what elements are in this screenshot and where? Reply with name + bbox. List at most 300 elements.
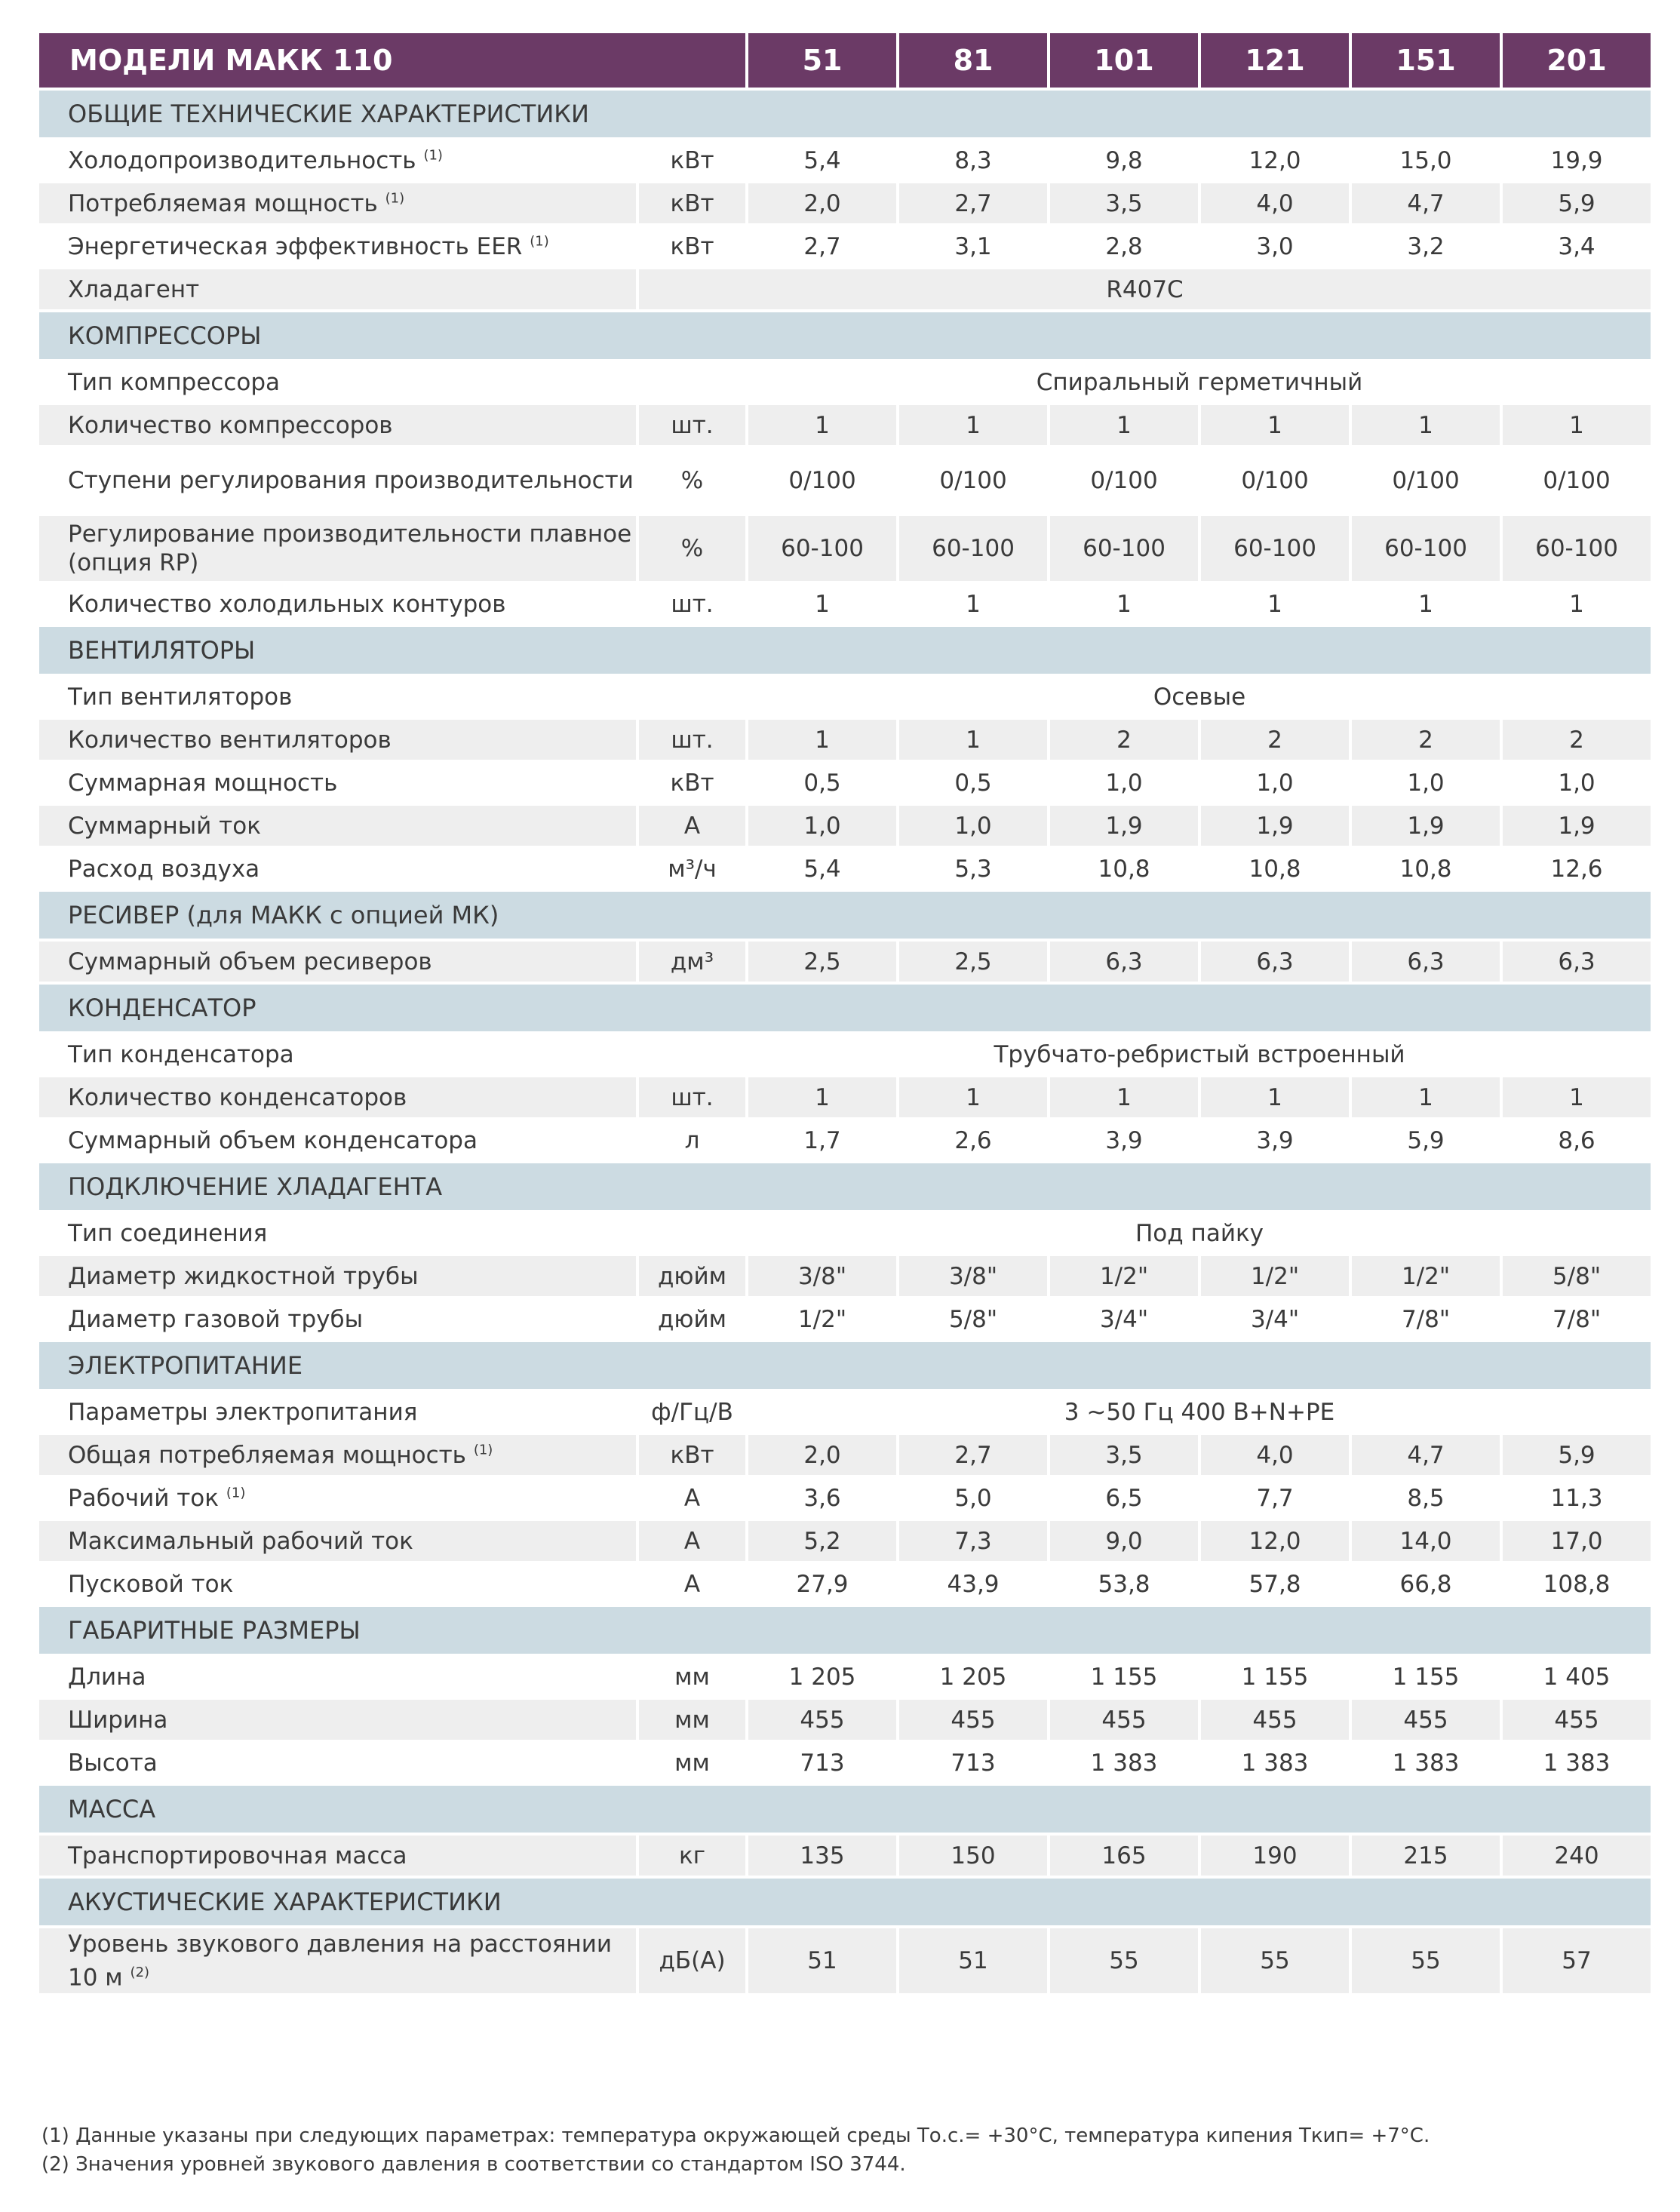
value-cell: 1 — [748, 1077, 896, 1117]
model-header: 101 — [1050, 33, 1198, 88]
value-cell: 2,7 — [899, 183, 1047, 223]
value-cell: 9,0 — [1050, 1521, 1198, 1561]
row-unit: мм — [639, 1743, 745, 1783]
section-header-row — [39, 1786, 1651, 1833]
row-unit: кВт — [639, 140, 745, 180]
value-cell: 1 — [1201, 584, 1349, 624]
row-label — [39, 1077, 636, 1117]
row-label — [39, 1836, 636, 1876]
table-row — [39, 405, 1651, 445]
value-cell: 1/2" — [1352, 1256, 1500, 1296]
value-cell: 1 — [1050, 405, 1198, 445]
value-cell: 7/8" — [1352, 1299, 1500, 1339]
value-cell: 15,0 — [1352, 140, 1500, 180]
value-cell: 60-100 — [1503, 516, 1651, 581]
row-label — [39, 516, 636, 581]
row-unit: кВт — [639, 226, 745, 266]
row-unit: кВт — [639, 763, 745, 803]
table-row — [39, 448, 1651, 513]
row-label-text: Количество конденсаторов — [68, 1083, 407, 1111]
section-header-row — [39, 985, 1651, 1031]
table-row — [39, 720, 1651, 760]
table-row — [39, 269, 1651, 309]
footnote-ref: (1) — [530, 233, 549, 250]
table-row — [39, 140, 1651, 180]
row-label — [39, 1034, 636, 1074]
value-cell: 0/100 — [1050, 448, 1198, 513]
footnote-ref: (2) — [130, 1964, 150, 1980]
value-cell: 215 — [1352, 1836, 1500, 1876]
row-label-text: Тип конденсатора — [68, 1040, 294, 1068]
value-cell: 66,8 — [1352, 1564, 1500, 1604]
value-cell: 8,5 — [1352, 1478, 1500, 1518]
spec-sheet — [39, 30, 1639, 1996]
value-cell: 6,3 — [1050, 942, 1198, 982]
value-cell: 455 — [1503, 1700, 1651, 1740]
value-cell: 5,9 — [1352, 1120, 1500, 1160]
value-cell: 5/8" — [1503, 1256, 1651, 1296]
value-cell: 5,4 — [748, 849, 896, 889]
span-value: Спиральный герметичный — [748, 362, 1651, 402]
value-cell: 12,6 — [1503, 849, 1651, 889]
table-row — [39, 1256, 1651, 1296]
value-cell: 1,9 — [1050, 806, 1198, 846]
section-header-row — [39, 1342, 1651, 1389]
value-cell: 3,9 — [1050, 1120, 1198, 1160]
value-cell: 4,0 — [1201, 183, 1349, 223]
section-title: МАССА — [39, 1786, 1651, 1833]
row-label-text: Пусковой ток — [68, 1570, 234, 1598]
value-cell: 1,9 — [1201, 806, 1349, 846]
row-label — [39, 942, 636, 982]
model-header: 121 — [1201, 33, 1349, 88]
value-cell: 240 — [1503, 1836, 1651, 1876]
table-row — [39, 806, 1651, 846]
value-cell: 57,8 — [1201, 1564, 1349, 1604]
row-label-text: Количество компрессоров — [68, 411, 393, 439]
value-cell: 60-100 — [1201, 516, 1349, 581]
footnotes — [41, 2121, 1430, 2179]
value-cell: 60-100 — [1050, 516, 1198, 581]
value-cell: 2 — [1050, 720, 1198, 760]
row-label-text: Максимальный рабочий ток — [68, 1527, 413, 1555]
row-label — [39, 1478, 636, 1518]
value-cell: 1 — [1352, 584, 1500, 624]
value-cell: 1 383 — [1503, 1743, 1651, 1783]
section-header-row — [39, 91, 1651, 137]
value-cell: 1 — [1201, 405, 1349, 445]
value-cell: 2,7 — [748, 226, 896, 266]
row-label — [39, 183, 636, 223]
spec-table — [36, 30, 1654, 1996]
value-cell: 3,5 — [1050, 1435, 1198, 1475]
section-title: ЭЛЕКТРОПИТАНИЕ — [39, 1342, 1651, 1389]
value-cell: 1 — [1352, 1077, 1500, 1117]
table-row — [39, 1077, 1651, 1117]
value-cell: 5/8" — [899, 1299, 1047, 1339]
value-cell: 1 — [748, 584, 896, 624]
row-unit — [639, 362, 745, 402]
value-cell: 6,3 — [1503, 942, 1651, 982]
value-cell: 455 — [1050, 1700, 1198, 1740]
value-cell: 43,9 — [899, 1564, 1047, 1604]
table-row — [39, 849, 1651, 889]
section-header-row — [39, 1607, 1651, 1654]
value-cell: 2,5 — [899, 942, 1047, 982]
value-cell: 7,3 — [899, 1521, 1047, 1561]
row-label-text: Диаметр жидкостной трубы — [68, 1262, 419, 1290]
row-label — [39, 1743, 636, 1783]
value-cell: 455 — [1352, 1700, 1500, 1740]
row-unit: дм³ — [639, 942, 745, 982]
value-cell: 1 — [748, 405, 896, 445]
value-cell: 1,0 — [899, 806, 1047, 846]
table-row — [39, 1564, 1651, 1604]
value-cell: 1,9 — [1352, 806, 1500, 846]
value-cell: 1 — [899, 720, 1047, 760]
row-unit: А — [639, 1478, 745, 1518]
row-label — [39, 584, 636, 624]
value-cell: 60-100 — [899, 516, 1047, 581]
table-row — [39, 677, 1651, 717]
value-cell: 455 — [748, 1700, 896, 1740]
value-cell: 1 155 — [1352, 1657, 1500, 1697]
value-cell: 455 — [899, 1700, 1047, 1740]
table-row — [39, 1435, 1651, 1475]
row-unit — [639, 677, 745, 717]
row-label — [39, 763, 636, 803]
value-cell: 51 — [748, 1928, 896, 1993]
models-title: МОДЕЛИ МАКК 110 — [39, 33, 745, 88]
row-label-text: Параметры электропитания — [68, 1398, 418, 1426]
row-unit: ф/Гц/В — [639, 1392, 745, 1432]
value-cell: 1,0 — [1352, 763, 1500, 803]
footnote-ref: (1) — [423, 147, 443, 164]
value-cell: 1/2" — [1050, 1256, 1198, 1296]
footnote-ref: (1) — [473, 1442, 493, 1458]
table-row — [39, 584, 1651, 624]
value-cell: 3,0 — [1201, 226, 1349, 266]
value-cell: 3/8" — [899, 1256, 1047, 1296]
row-label-text: Суммарный объем конденсатора — [68, 1126, 478, 1154]
value-cell: 51 — [899, 1928, 1047, 1993]
value-cell: 1 — [1503, 405, 1651, 445]
row-label-text: Суммарная мощность — [68, 769, 338, 797]
value-cell: 55 — [1352, 1928, 1500, 1993]
value-cell: 1 205 — [899, 1657, 1047, 1697]
row-label — [39, 806, 636, 846]
value-cell: 9,8 — [1050, 140, 1198, 180]
value-cell: 3/4" — [1201, 1299, 1349, 1339]
row-label-text: Холодопроизводительность — [68, 146, 416, 174]
footnote-ref: (1) — [226, 1485, 246, 1501]
row-label-text: Тип соединения — [68, 1219, 268, 1247]
value-cell: 1 383 — [1050, 1743, 1198, 1783]
footnote-ref: (1) — [385, 190, 405, 207]
table-row — [39, 1120, 1651, 1160]
footnote-1: (1) Данные указаны при следующих параметрах: температура окружающей среды То.с.= +30°С, температура кипения Ткип= +7°С. — [41, 2124, 1430, 2147]
value-cell: 1 — [1352, 405, 1500, 445]
row-label — [39, 362, 636, 402]
row-unit: мм — [639, 1700, 745, 1740]
value-cell: 1 155 — [1201, 1657, 1349, 1697]
value-cell: 2,0 — [748, 183, 896, 223]
row-unit: шт. — [639, 405, 745, 445]
value-cell: 1,0 — [1503, 763, 1651, 803]
spec-table-body — [39, 33, 1651, 1993]
value-cell: 19,9 — [1503, 140, 1651, 180]
value-cell: 1 — [1201, 1077, 1349, 1117]
row-label-text: Расход воздуха — [68, 855, 260, 883]
value-cell: 713 — [899, 1743, 1047, 1783]
row-label — [39, 1521, 636, 1561]
row-label — [39, 405, 636, 445]
value-cell: 1,0 — [1050, 763, 1198, 803]
value-cell: 4,0 — [1201, 1435, 1349, 1475]
row-label — [39, 226, 636, 266]
value-cell: 1/2" — [748, 1299, 896, 1339]
value-cell: 10,8 — [1201, 849, 1349, 889]
section-header-row — [39, 1879, 1651, 1925]
table-row — [39, 1743, 1651, 1783]
header-row — [39, 33, 1651, 88]
section-title: ОБЩИЕ ТЕХНИЧЕСКИЕ ХАРАКТЕРИСТИКИ — [39, 91, 1651, 137]
row-label — [39, 1928, 636, 1993]
row-unit — [639, 1034, 745, 1074]
value-cell: 1 — [1050, 584, 1198, 624]
value-cell: 3,1 — [899, 226, 1047, 266]
row-unit: шт. — [639, 720, 745, 760]
value-cell: 6,3 — [1201, 942, 1349, 982]
table-row — [39, 183, 1651, 223]
row-unit: шт. — [639, 1077, 745, 1117]
row-label-text: Энергетическая эффективность EER — [68, 232, 523, 260]
value-cell: 713 — [748, 1743, 896, 1783]
value-cell: 2,7 — [899, 1435, 1047, 1475]
row-unit: м³/ч — [639, 849, 745, 889]
table-row — [39, 1478, 1651, 1518]
row-label — [39, 1120, 636, 1160]
value-cell: 0/100 — [1503, 448, 1651, 513]
row-unit: дюйм — [639, 1299, 745, 1339]
value-cell: 455 — [1201, 1700, 1349, 1740]
row-unit — [639, 1213, 745, 1253]
section-header-row — [39, 312, 1651, 359]
value-cell: 2,6 — [899, 1120, 1047, 1160]
value-cell: 1,0 — [1201, 763, 1349, 803]
row-label — [39, 1213, 636, 1253]
row-unit: л — [639, 1120, 745, 1160]
row-label-text: Тип вентиляторов — [68, 683, 293, 711]
span-value: Под пайку — [748, 1213, 1651, 1253]
value-cell: 3,9 — [1201, 1120, 1349, 1160]
value-cell: 55 — [1201, 1928, 1349, 1993]
model-header: 51 — [748, 33, 896, 88]
section-title: ПОДКЛЮЧЕНИЕ ХЛАДАГЕНТА — [39, 1163, 1651, 1210]
value-cell: 3,6 — [748, 1478, 896, 1518]
value-cell: 0,5 — [748, 763, 896, 803]
row-label — [39, 1657, 636, 1697]
value-cell: 1,9 — [1503, 806, 1651, 846]
row-label-text: Количество холодильных контуров — [68, 590, 506, 618]
value-cell: 1 — [899, 1077, 1047, 1117]
row-label — [39, 1700, 636, 1740]
row-label — [39, 269, 636, 309]
value-cell: 7,7 — [1201, 1478, 1349, 1518]
value-cell: 1 383 — [1352, 1743, 1500, 1783]
row-label-text: Регулирование производительности плавное (опция RP) — [68, 521, 632, 576]
row-label-text: Потребляемая мощность — [68, 189, 378, 217]
value-cell: 57 — [1503, 1928, 1651, 1993]
section-title: АКУСТИЧЕСКИЕ ХАРАКТЕРИСТИКИ — [39, 1879, 1651, 1925]
value-cell: 10,8 — [1352, 849, 1500, 889]
model-header: 201 — [1503, 33, 1651, 88]
section-title: ГАБАРИТНЫЕ РАЗМЕРЫ — [39, 1607, 1651, 1654]
table-row — [39, 516, 1651, 581]
value-cell: 14,0 — [1352, 1521, 1500, 1561]
value-cell: 0/100 — [1352, 448, 1500, 513]
value-cell: 8,3 — [899, 140, 1047, 180]
row-unit: А — [639, 806, 745, 846]
row-unit: кг — [639, 1836, 745, 1876]
value-cell: 6,3 — [1352, 942, 1500, 982]
value-cell: 3/8" — [748, 1256, 896, 1296]
section-title: КОМПРЕССОРЫ — [39, 312, 1651, 359]
value-cell: 5,3 — [899, 849, 1047, 889]
value-cell: 1 — [899, 405, 1047, 445]
value-cell: 12,0 — [1201, 1521, 1349, 1561]
value-cell: 1,0 — [748, 806, 896, 846]
section-header-row — [39, 1163, 1651, 1210]
table-row — [39, 1700, 1651, 1740]
value-cell: 1 — [748, 720, 896, 760]
value-cell: 12,0 — [1201, 140, 1349, 180]
row-label — [39, 720, 636, 760]
value-cell: 165 — [1050, 1836, 1198, 1876]
row-unit: % — [639, 516, 745, 581]
row-label-text: Общая потребляемая мощность — [68, 1441, 466, 1469]
model-header: 81 — [899, 33, 1047, 88]
value-cell: 2,5 — [748, 942, 896, 982]
value-cell: 3,5 — [1050, 183, 1198, 223]
value-cell: 4,7 — [1352, 1435, 1500, 1475]
section-header-row — [39, 892, 1651, 939]
span-value: Трубчато-ребристый встроенный — [748, 1034, 1651, 1074]
table-row — [39, 1213, 1651, 1253]
value-cell: 4,7 — [1352, 183, 1500, 223]
span-value: Осевые — [748, 677, 1651, 717]
value-cell: 3,4 — [1503, 226, 1651, 266]
value-cell: 1 405 — [1503, 1657, 1651, 1697]
row-label-text: Хладагент — [68, 275, 200, 303]
row-unit: А — [639, 1564, 745, 1604]
table-row — [39, 942, 1651, 982]
value-cell: 135 — [748, 1836, 896, 1876]
row-unit: кВт — [639, 1435, 745, 1475]
value-cell: 27,9 — [748, 1564, 896, 1604]
table-row — [39, 763, 1651, 803]
value-cell: 1 205 — [748, 1657, 896, 1697]
value-cell: 7/8" — [1503, 1299, 1651, 1339]
value-cell: 2 — [1352, 720, 1500, 760]
table-row — [39, 1657, 1651, 1697]
value-cell: 0/100 — [899, 448, 1047, 513]
row-label — [39, 1392, 636, 1432]
value-cell: 1/2" — [1201, 1256, 1349, 1296]
value-cell: 55 — [1050, 1928, 1198, 1993]
value-cell: 0/100 — [1201, 448, 1349, 513]
row-label-text: Длина — [68, 1663, 146, 1691]
value-cell: 2,0 — [748, 1435, 896, 1475]
span-value: 3 ~50 Гц 400 В+N+PE — [748, 1392, 1651, 1432]
footnote-2: (2) Значения уровней звукового давления в соответствии со стандартом ISO 3744. — [41, 2153, 906, 2176]
row-label-text: Суммарный объем ресиверов — [68, 948, 432, 975]
row-label-text: Ширина — [68, 1706, 168, 1734]
row-label-text: Суммарный ток — [68, 812, 261, 840]
row-label-text: Ступени регулирования производительности — [68, 467, 634, 494]
table-row — [39, 1299, 1651, 1339]
row-unit: дюйм — [639, 1256, 745, 1296]
value-cell: 5,0 — [899, 1478, 1047, 1518]
row-label — [39, 1564, 636, 1604]
value-cell: 3/4" — [1050, 1299, 1198, 1339]
row-label-text: Диаметр газовой трубы — [68, 1305, 364, 1333]
table-row — [39, 1928, 1651, 1993]
value-cell: 150 — [899, 1836, 1047, 1876]
value-cell: 3,2 — [1352, 226, 1500, 266]
value-cell: 60-100 — [1352, 516, 1500, 581]
value-cell: 0,5 — [899, 763, 1047, 803]
value-cell: 60-100 — [748, 516, 896, 581]
value-cell: 17,0 — [1503, 1521, 1651, 1561]
table-row — [39, 1521, 1651, 1561]
value-cell: 1,7 — [748, 1120, 896, 1160]
row-unit: % — [639, 448, 745, 513]
row-unit: кВт — [639, 183, 745, 223]
table-row — [39, 1836, 1651, 1876]
row-label — [39, 677, 636, 717]
row-label-text: Тип компрессора — [68, 368, 281, 396]
row-label-text: Высота — [68, 1749, 158, 1777]
value-cell: 5,9 — [1503, 1435, 1651, 1475]
row-label-text: Уровень звукового давления на расстоянии 10 м — [68, 1930, 613, 1992]
row-label — [39, 448, 636, 513]
table-row — [39, 226, 1651, 266]
table-row — [39, 1392, 1651, 1432]
section-title: РЕСИВЕР (для МАКК с опцией МК) — [39, 892, 1651, 939]
value-cell: 5,2 — [748, 1521, 896, 1561]
value-cell: 1 155 — [1050, 1657, 1198, 1697]
value-cell: 0/100 — [748, 448, 896, 513]
row-label — [39, 1256, 636, 1296]
section-title: КОНДЕНСАТОР — [39, 985, 1651, 1031]
section-header-row — [39, 627, 1651, 674]
value-cell: 190 — [1201, 1836, 1349, 1876]
row-label-text: Рабочий ток — [68, 1484, 219, 1512]
model-header: 151 — [1352, 33, 1500, 88]
value-cell: 5,9 — [1503, 183, 1651, 223]
value-cell: 11,3 — [1503, 1478, 1651, 1518]
row-unit: мм — [639, 1657, 745, 1697]
value-cell: 108,8 — [1503, 1564, 1651, 1604]
section-title: ВЕНТИЛЯТОРЫ — [39, 627, 1651, 674]
value-cell: 1 — [1503, 584, 1651, 624]
row-label-text: Количество вентиляторов — [68, 726, 392, 754]
value-cell: 53,8 — [1050, 1564, 1198, 1604]
value-cell: 1 383 — [1201, 1743, 1349, 1783]
row-unit: дБ(А) — [639, 1928, 745, 1993]
value-cell: 1 — [899, 584, 1047, 624]
